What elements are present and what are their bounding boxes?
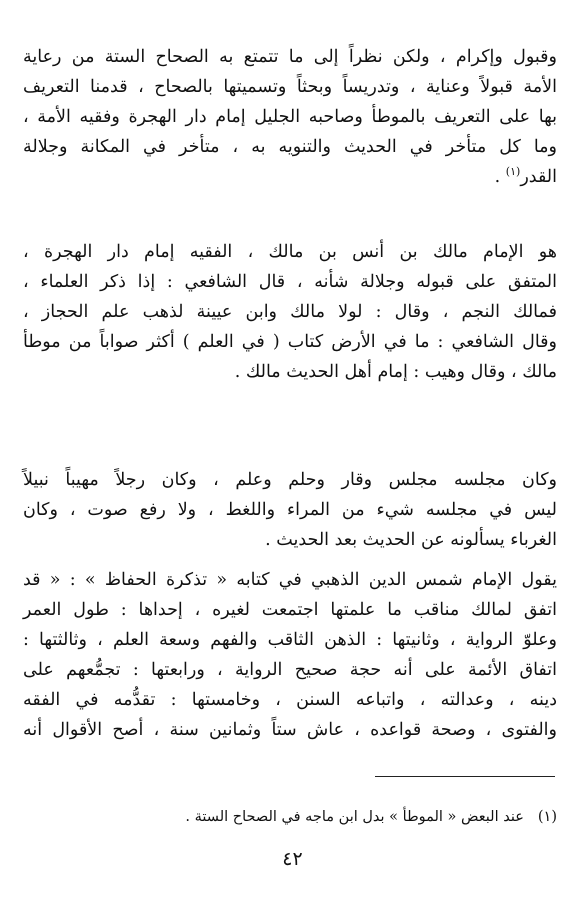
footnote-divider xyxy=(375,776,555,777)
text-line: اتفق لمالك مناقب ما علمتها اجتمعت لغيره ، إحداها : طول العمر xyxy=(23,600,557,620)
page-number: ٤٢ xyxy=(282,848,303,870)
text-line-with-footnote xyxy=(23,162,557,192)
text-line: يقول الإمام شمس الدين الذهبي في كتابه « تذكرة الحفاظ » : « قد xyxy=(23,570,557,590)
text-line: اتفاق الأئمة على أنه حجة صحيح الرواية ، ورابعتها : تجمُّعهم على xyxy=(23,660,557,680)
text-line: الغرباء يسألونه عن الحديث بعد الحديث . xyxy=(265,530,557,550)
paragraph-4 xyxy=(23,565,557,745)
footnote-reference[interactable]: (١) xyxy=(505,165,521,179)
text-line: ليس في مجلسه شيء من المراء واللغط ، ولا رفع صوت ، وكان xyxy=(23,500,557,520)
text-fragment: القدر xyxy=(520,167,557,187)
text-fragment: . xyxy=(494,167,506,187)
text-line: الأمة قبولاً وعناية ، وتدريساً وبحثاً وتسميتها بالصحاح ، قدمنا التعريف xyxy=(23,77,557,97)
text-line: فمالك النجم ، وقال : لولا مالك وابن عيينة لذهب علم الحجاز ، xyxy=(23,302,557,322)
text-line: وما كل متأخر في الحديث والتنويه به ، متأخر في المكانة وجلالة xyxy=(23,137,557,157)
paragraph-1 xyxy=(23,42,557,192)
footnote-number: (١) xyxy=(537,809,557,825)
text-line: هو الإمام مالك بن أنس بن مالك ، الفقيه إمام دار الهجرة ، xyxy=(23,242,557,262)
paragraph-2 xyxy=(23,237,557,387)
text-line: وقبول وإكرام ، ولكن نظراً إلى ما تتمتع به الصحاح الستة من رعاية xyxy=(23,47,557,67)
footnote xyxy=(23,806,557,828)
footnote-text: عند البعض « الموطأ » بدل ابن ماجه في الصحاح الستة . xyxy=(185,809,524,825)
text-line: المتفق على قبوله وجلالة شأنه ، قال الشافعي : إذا ذكر العلماء ، xyxy=(23,272,557,292)
text-line: وكان مجلسه مجلس وقار وحلم وعلم ، وكان رجلاً مهيباً نبيلاً xyxy=(23,470,557,490)
text-line: مالك ، وقال وهيب : إمام أهل الحديث مالك . xyxy=(234,362,557,382)
text-line: بها على التعريف بالموطأ وصاحبه الجليل إمام دار الهجرة وفقيه الأمة ، xyxy=(23,107,557,127)
text-line: والفتوى ، وصحة قواعده ، عاش ستاً وثمانين سنة ، أصح الأقوال أنه xyxy=(23,720,557,740)
text-line: دينه ، وعدالته ، واتباعه السنن ، وخامستها : تقدُّمه في الفقه xyxy=(23,690,557,710)
paragraph-3 xyxy=(23,465,557,555)
text-line: وقال الشافعي : ما في الأرض كتاب ( في العلم ) أكثر صواباً من موطأ xyxy=(23,332,557,352)
text-line: وعلوّ الرواية ، وثانيتها : الذهن الثاقب والفهم وسعة العلم ، وثالثتها : xyxy=(23,630,557,650)
